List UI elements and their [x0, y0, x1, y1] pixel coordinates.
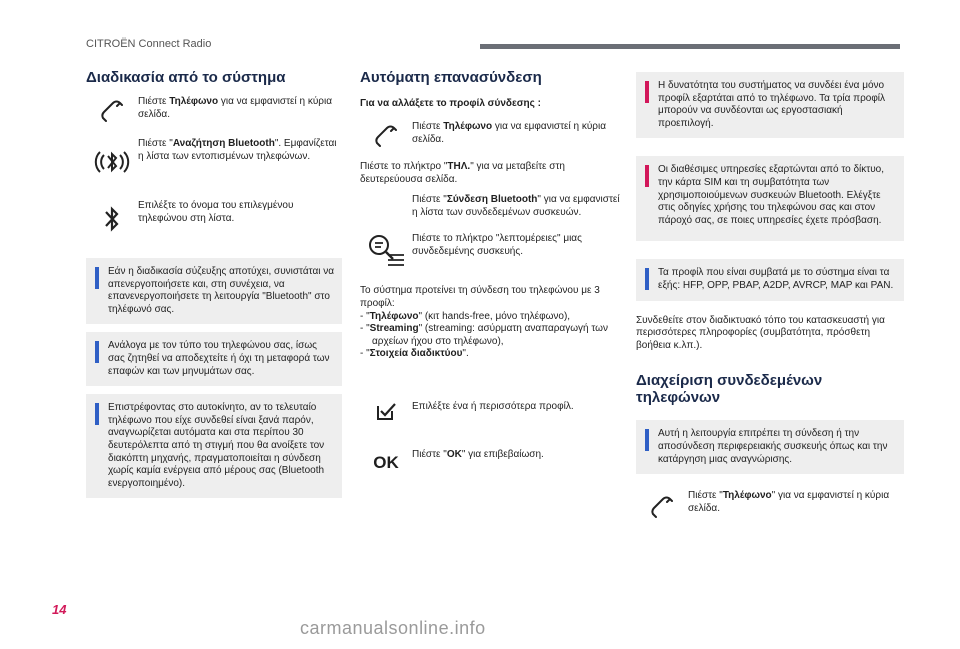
info-note: Αυτή η λειτουργία επιτρέπει τη σύνδεση ή την αποσύνδεση περιφερειακής συσκευής όπως και την κατάργηση μιας αναγνώρισης. — [636, 420, 904, 474]
info-marker — [95, 341, 99, 363]
info-note: Ανάλογα με τον τύπο του τηλεφώνου σας, ίσως σας ζητηθεί να αποδεχτείτε ή όχι τη μεταφορά των επαφών και των μηνυμάτων σας. — [86, 332, 342, 386]
info-marker — [645, 429, 649, 451]
step-press-phone: Πιέστε Τηλέφωνο για να εμφανιστεί η κύρια σελίδα. — [86, 96, 342, 122]
step-confirm: OK Πιέστε "OK" για επιβεβαίωση. — [360, 449, 625, 473]
header-rule — [480, 44, 900, 49]
column-2 — [360, 66, 625, 473]
step-select-profile: Επιλέξτε ένα ή περισσότερα προφίλ. — [360, 401, 625, 421]
step-select-phone — [86, 200, 342, 234]
step-bluetooth-search: Πιέστε "Αναζήτηση Bluetooth". Εμφανίζεται η λίστα των εντοπισμένων τηλεφώνων. — [86, 138, 342, 182]
paragraph: Το σύστημα προτείνει τη σύνδεση του τηλεφώνου με 3 προφίλ: — [360, 285, 600, 309]
info-marker — [645, 268, 649, 290]
warning-marker — [645, 81, 649, 103]
paragraph: Συνδεθείτε στον διαδικτυακό τόπο του κατασκευαστή για περισσότερες πληροφορίες (συμβατότητα, πρόσθετη βοήθεια κ.λπ.). — [636, 314, 885, 351]
checkbox-icon — [375, 401, 397, 421]
phone-icon — [99, 100, 125, 122]
warning-marker — [645, 165, 649, 187]
info-note: Τα προφίλ που είναι συμβατά με το σύστημα είναι τα εξής: HFP, OPP, PBAP, A2DP, AVRCP, MAP και PAN. — [636, 259, 904, 300]
step-details: Πιέστε το πλήκτρο "λεπτομέρειες" μιας συνδεδεμένης συσκευής. — [360, 233, 625, 269]
bluetooth-icon — [102, 204, 122, 234]
phone-icon — [649, 496, 675, 518]
warning-note: Η δυνατότητα του συστήματος να συνδέει ένα μόνο προφίλ εξαρτάται από το τηλέφωνο. Τα τρία προφίλ μπορούν να συνδέονται ως εργοστασιακή προεπιλογή. — [636, 72, 904, 138]
phone-icon — [373, 125, 399, 147]
warning-note: Οι διαθέσιμες υπηρεσίες εξαρτώνται από το δίκτυο, την κάρτα SIM και τη συμβατότητα των χρησιμοποιούμενων συσκευών Bluetooth. Ελέγξτε στις οδηγίες χρήσης του τηλεφώνου σας και στον πάροχό σας, σε ποιες υπηρεσίες έχετε πρόσβαση. — [636, 156, 904, 241]
section-title: Διαδικασία από το σύστημα — [86, 69, 286, 86]
info-marker — [95, 403, 99, 425]
subheading: Για να αλλάξετε το προφίλ σύνδεσης : — [360, 98, 541, 109]
details-icon — [366, 233, 406, 269]
page-number: 14 — [52, 602, 67, 617]
section-title: Αυτόματη επανασύνδεση — [360, 69, 542, 86]
column-3 — [636, 72, 904, 518]
ok-icon: OK — [373, 452, 399, 472]
step-press-phone: Πιέστε Τηλέφωνο για να εμφανιστεί η κύρια σελίδα. — [360, 121, 625, 147]
header-brand: CITROËN Connect Radio — [86, 38, 212, 50]
info-marker — [95, 267, 99, 289]
list-item: - "Τηλέφωνο" (κιτ hands-free, μόνο τηλέφωνο), — [360, 310, 571, 322]
step-select-text: Επιλέξτε το όνομα του επιλεγμένου τηλεφώνου στη λίστα. — [138, 200, 294, 224]
column-1 — [86, 66, 342, 498]
section-title: Διαχείριση συνδεδεμένων τηλεφώνων — [636, 372, 823, 407]
list-item: - "Streaming" (streaming: ασύρματη αναπαραγωγή των αρχείων ήχου στο τηλέφωνο), — [360, 323, 608, 347]
list-item: - "Στοιχεία διαδικτύου". — [360, 348, 469, 360]
step-bluetooth-connection: Πιέστε "Σύνδεση Bluetooth" για να εμφανιστεί η λίστα των συνδεδεμένων συσκευών. — [412, 194, 620, 218]
watermark: carmanualsonline.info — [300, 618, 486, 638]
info-note: Εάν η διαδικασία σύζευξης αποτύχει, συνιστάται να απενεργοποιήσετε και, στη συνέχεια, να επανενεργοποιήσετε τη λειτουργία "Bluetooth" στο τηλέφωνό σας. — [86, 258, 342, 324]
info-note: Επιστρέφοντας στο αυτοκίνητο, αν το τελευταίο τηλέφωνο που είχε συνδεθεί είναι ξανά παρόν, αναγνωρίζεται αυτόματα και στα περίπου 30 δευτερόλεπτα από τη στιγμή που θα ανοίξετε τον διακόπτη μηχανής, πραγματοποιείται η σύνδεση χωρίς καμία ενέργεια από μέρους σας (Bluetooth ενεργοποιημένο). — [86, 394, 342, 498]
paragraph: Πιέστε το πλήκτρο "ΤΗΛ." για να μεταβείτε στη δευτερεύουσα σελίδα. — [360, 161, 565, 185]
bluetooth-search-icon — [92, 142, 132, 182]
step-press-phone: Πιέστε "Τηλέφωνο" για να εμφανιστεί η κύρια σελίδα. — [636, 490, 904, 518]
profile-list — [360, 311, 625, 361]
